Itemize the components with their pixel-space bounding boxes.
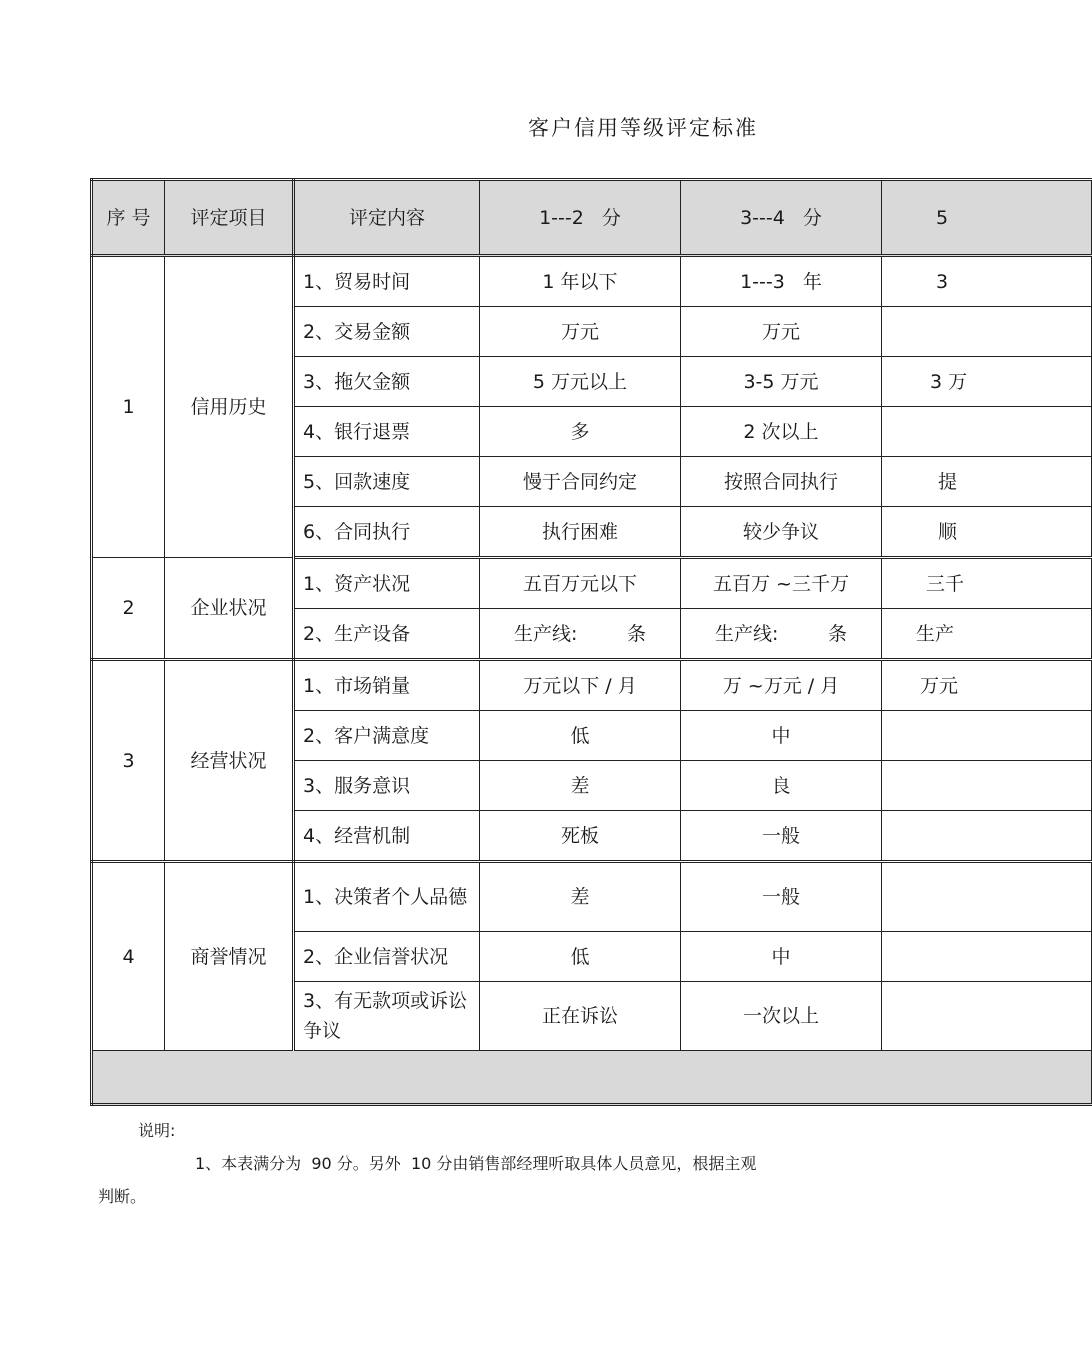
score-5-cell: 万元 — [882, 660, 1092, 711]
rating-table — [90, 178, 1092, 1106]
score-1-2-cell: 低 — [480, 711, 681, 761]
header-category: 评定项目 — [165, 180, 294, 256]
header-score-1-2: 1---2 分 — [480, 180, 681, 256]
group-category-cell: 信用历史 — [165, 256, 294, 558]
score-1-2-cell: 正在诉讼 — [480, 982, 681, 1051]
item-cell: 2、客户满意度 — [294, 711, 480, 761]
score-5-cell — [882, 307, 1092, 357]
item-cell: 3、有无款项或诉讼争议 — [294, 982, 480, 1051]
item-cell: 6、合同执行 — [294, 507, 480, 558]
group-category-cell: 商誉情况 — [165, 862, 294, 1051]
score-5-cell — [882, 932, 1092, 982]
header-seq: 序 号 — [92, 180, 165, 256]
group-seq-cell: 1 — [92, 256, 165, 558]
notes-line-2: 判断。 — [98, 1187, 147, 1206]
item-cell: 4、经营机制 — [294, 811, 480, 862]
item-cell: 1、决策者个人品德 — [294, 862, 480, 932]
score-5-cell: 生产 — [882, 609, 1092, 660]
score-1-2-cell: 差 — [480, 862, 681, 932]
score-1-2-cell: 死板 — [480, 811, 681, 862]
item-cell: 3、服务意识 — [294, 761, 480, 811]
item-cell: 4、银行退票 — [294, 407, 480, 457]
score-1-2-cell: 多 — [480, 407, 681, 457]
score-3-4-cell: 中 — [681, 932, 882, 982]
item-cell: 2、生产设备 — [294, 609, 480, 660]
table-row — [92, 558, 1092, 609]
group-seq-cell: 3 — [92, 660, 165, 862]
score-3-4-cell — [681, 609, 882, 660]
score-3-4-cell: 良 — [681, 761, 882, 811]
header-score-5: 5 — [882, 180, 1092, 256]
table-row — [92, 256, 1092, 307]
table-row — [92, 660, 1092, 711]
score-3-4-cell: 五百万 ~三千万 — [681, 558, 882, 609]
score-1-2-cell: 五百万元以下 — [480, 558, 681, 609]
score-1-2-cell: 万元以下 / 月 — [480, 660, 681, 711]
score-3-4-cell: 1---3 年 — [681, 256, 882, 307]
score-5-cell: 顺 — [882, 507, 1092, 558]
score-5-cell — [882, 982, 1092, 1051]
score-3-4-cell: 一般 — [681, 862, 882, 932]
score-5-cell — [882, 862, 1092, 932]
score-5-cell — [882, 407, 1092, 457]
score-1-2-cell: 执行困难 — [480, 507, 681, 558]
score-1-2-cell: 差 — [480, 761, 681, 811]
score-3-4-cell: 一次以上 — [681, 982, 882, 1051]
table-footer-row — [92, 1051, 1092, 1105]
production-line-label: 生产线: — [715, 622, 779, 645]
score-3-4-cell: 中 — [681, 711, 882, 761]
score-5-cell: 3 万 — [882, 357, 1092, 407]
score-1-2-cell: 1 年以下 — [480, 256, 681, 307]
score-5-cell: 3 — [882, 256, 1092, 307]
score-3-4-cell: 3-5 万元 — [681, 357, 882, 407]
production-line-unit: 条 — [626, 622, 646, 645]
group-seq-cell: 2 — [92, 558, 165, 660]
score-1-2-cell: 5 万元以上 — [480, 357, 681, 407]
score-5-cell — [882, 711, 1092, 761]
table-row — [92, 862, 1092, 932]
header-score-3-4: 3---4 分 — [681, 180, 882, 256]
group-seq-cell: 4 — [92, 862, 165, 1051]
item-cell: 3、拖欠金额 — [294, 357, 480, 407]
score-1-2-cell: 万元 — [480, 307, 681, 357]
score-3-4-cell: 2 次以上 — [681, 407, 882, 457]
score-3-4-cell: 按照合同执行 — [681, 457, 882, 507]
footer-total-cell — [92, 1051, 1092, 1105]
page-title: 客户信用等级评定标准 — [528, 116, 758, 140]
item-cell: 2、企业信誉状况 — [294, 932, 480, 982]
score-5-cell — [882, 761, 1092, 811]
group-category-cell: 经营状况 — [165, 660, 294, 862]
score-1-2-cell: 慢于合同约定 — [480, 457, 681, 507]
score-1-2-cell: 低 — [480, 932, 681, 982]
production-line-unit: 条 — [827, 622, 847, 645]
notes-label: 说明: — [138, 1121, 176, 1140]
score-3-4-cell: 较少争议 — [681, 507, 882, 558]
rating-table-viewport — [90, 178, 968, 1106]
item-cell: 1、市场销量 — [294, 660, 480, 711]
notes-line-1: 1、本表满分为 90 分。另外 10 分由销售部经理听取具体人员意见，根据主观 — [195, 1154, 757, 1173]
score-3-4-cell: 万 ~万元 / 月 — [681, 660, 882, 711]
score-5-cell: 提 — [882, 457, 1092, 507]
item-cell: 5、回款速度 — [294, 457, 480, 507]
score-3-4-cell: 一般 — [681, 811, 882, 862]
group-category-cell: 企业状况 — [165, 558, 294, 660]
score-5-cell: 三千 — [882, 558, 1092, 609]
score-5-cell — [882, 811, 1092, 862]
header-content: 评定内容 — [294, 180, 480, 256]
item-cell: 1、贸易时间 — [294, 256, 480, 307]
production-line-label: 生产线: — [514, 622, 578, 645]
score-3-4-cell: 万元 — [681, 307, 882, 357]
table-header-row — [92, 180, 1092, 256]
item-cell: 2、交易金额 — [294, 307, 480, 357]
item-cell: 1、资产状况 — [294, 558, 480, 609]
score-1-2-cell — [480, 609, 681, 660]
